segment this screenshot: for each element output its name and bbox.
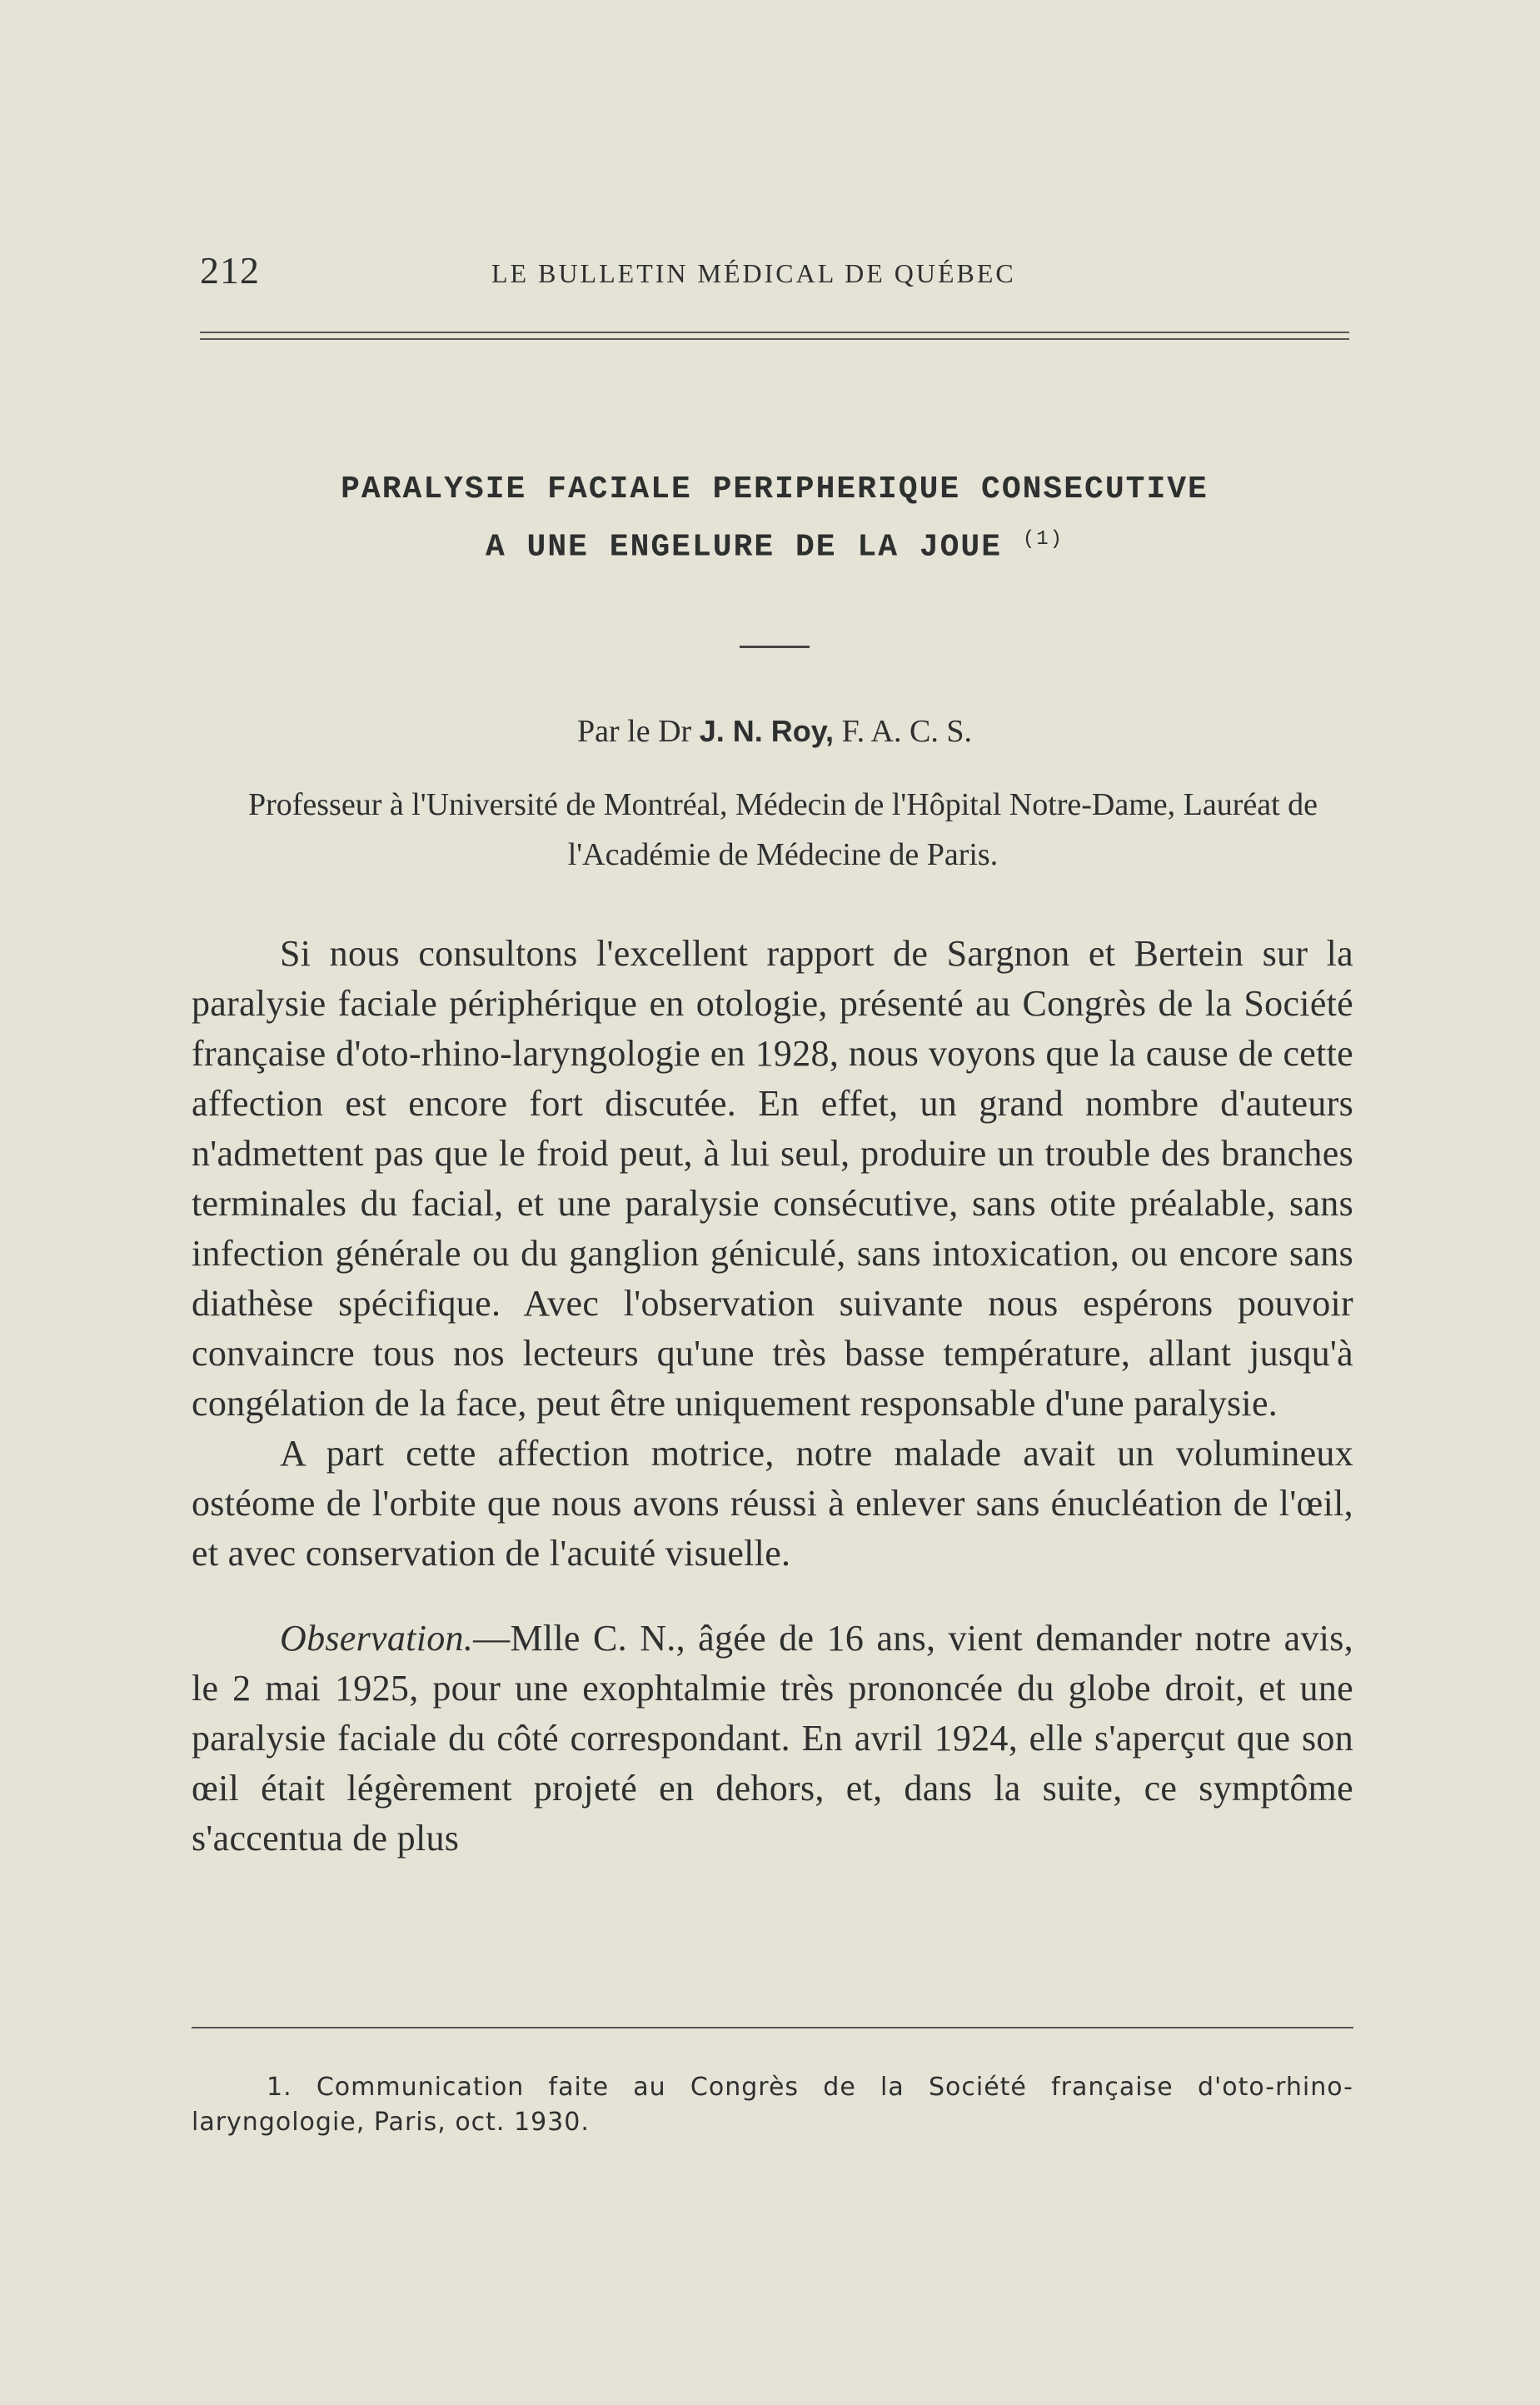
- observation-text: —Mlle C. N., âgée de 16 ans, vient demander notre avis, le 2 mai 1925, pour une exophtalmie très prononcée du globe droit, et une paralysie faciale du côté correspondant. En avril 1924, elle s'aperçut que son œil était légèrement projeté en dehors, et, dans la suite, ce symptôme s'accentua de plus: [192, 1618, 1353, 1859]
- article-title-line-2-text: A UNE ENGELURE DE LA JOUE: [485, 529, 1003, 566]
- running-title: LE BULLETIN MÉDICAL DE QUÉBEC: [491, 258, 1016, 288]
- body-paragraph-2: A part cette affection motrice, notre malade avait un volumineux ostéome de l'orbite que nous avons réussi à enlever sans énucléation de l'œil, et avec conservation de l'acuité visuelle.: [192, 1433, 1353, 1574]
- title-footnote-marker: (1): [1022, 528, 1064, 551]
- observation-paragraph: [192, 1614, 1353, 1864]
- article-title-line-2: [200, 515, 1349, 573]
- footnote-rule: [192, 2027, 1353, 2028]
- article-title: [200, 465, 1349, 573]
- author-credentials: F. A. C. S.: [841, 714, 972, 749]
- author-affiliation: Professeur à l'Université de Montréal, Médecin de l'Hôpital Notre-Dame, Lauréat de l'Académie de Médecine de Paris.: [247, 787, 1318, 872]
- header-rule: [200, 332, 1349, 340]
- footnote: 1. Communication faite au Congrès de la Société française d'oto-rhino-laryngologie, Paris, oct. 1930.: [192, 2073, 1353, 2137]
- page-header: [200, 248, 1349, 298]
- article-body: [192, 929, 1353, 1864]
- title-separator-rule: [740, 646, 810, 648]
- page-number: 212: [200, 249, 260, 292]
- author-name: J. N. Roy,: [699, 714, 835, 748]
- observation-label: Observation.: [280, 1618, 474, 1659]
- byline: [200, 713, 1349, 750]
- body-paragraph-1: Si nous consultons l'excellent rapport de Sargnon et Bertein sur la paralysie faciale périphérique en otologie, présenté au Congrès de la Société française d'oto-rhino-laryngologie en 1928, nous voyons que la cause de cette affection est encore fort discutée. En effet, un grand nombre d'auteurs n'admettent pas que le froid peut, à lui seul, produire un trouble des branches terminales du facial, et une paralysie consécutive, sans otite préalable, sans infection générale ou du ganglion géniculé, sans intoxication, ou encore sans diathèse spécifique. Avec l'observation suivante nous espérons pouvoir convaincre tous nos lecteurs qu'une très basse température, allant jusqu'à congélation de la face, peut être uniquement responsable d'une paralysie.: [192, 933, 1353, 1424]
- article-title-line-1: PARALYSIE FACIALE PERIPHERIQUE CONSECUTIVE: [341, 472, 1209, 507]
- byline-prefix: Par le Dr: [577, 714, 692, 749]
